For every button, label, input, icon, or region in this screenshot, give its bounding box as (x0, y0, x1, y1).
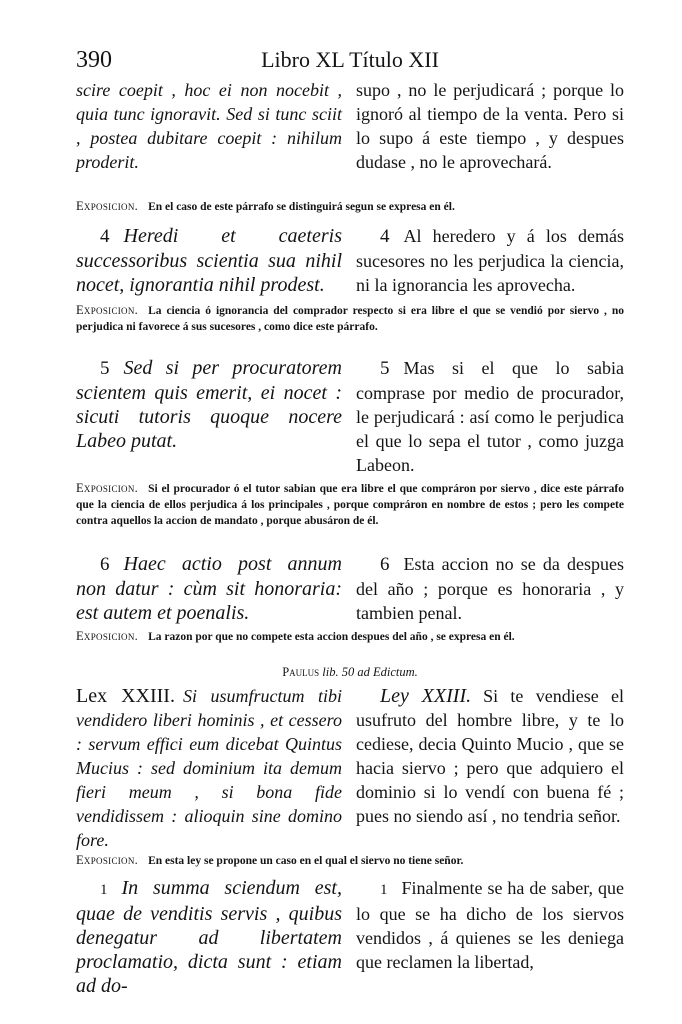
exposition (76, 302, 624, 335)
exposition (76, 198, 624, 215)
paragraph-number: 4 (380, 226, 390, 247)
latin-text: Haec actio post annum non datur : cùm sit honoraria: est autem et poenalis. (76, 553, 342, 624)
latin-text: scire coepit , hoc ei non nocebit , quia tunc ignoravit. Sed si tunc sciit , postea dubitare coepit : nihilum proderit. (76, 80, 342, 172)
latin-column (76, 78, 342, 174)
latin-column (76, 224, 342, 297)
exposition-label: Exposicion. (76, 629, 139, 643)
spanish-text: Al heredero y á los demás sucesores no les perjudica la ciencia, ni la ignorancia les aprovecha. (356, 226, 624, 295)
section-lex-23 (76, 684, 624, 852)
section-continuation (76, 78, 624, 174)
spanish-column (356, 224, 624, 297)
page-header (76, 44, 624, 76)
source-citation (76, 664, 624, 680)
exposition-text: La razon por que no compete esta accion despues del año , se expresa en él. (148, 631, 515, 643)
latin-text: Sed si per procuratorem scientem quis emerit, ei nocet : sicuti tutoris quoque nocere Labeo putat. (76, 357, 342, 452)
paragraph-number: 1 (100, 882, 108, 898)
latin-column (76, 684, 342, 852)
spanish-text: Si te vendiese el usufruto del hombre libre, y te lo cediese, decia Quinto Mucio , que se hacia siervo ; pero que adquiero el dominio si lo vendí con buena fé ; pues no siendo así , no tendria señor. (356, 686, 625, 826)
spanish-column (356, 876, 624, 998)
latin-column (76, 356, 342, 477)
paragraph-number: 5 (380, 358, 390, 379)
latin-text: Si usumfructum tibi vendidero liberi hominis , et cessero : servum effici eum dicebat Quintus Mucius : sed dominium ita demum fieri meum , si bona fide vendidissem : alioquin sine domino fore. (76, 686, 342, 850)
spanish-text: Finalmente se ha de saber, que lo que se ha dicho de los siervos vendidos , á quienes se les deniega que reclamen la libertad, (356, 878, 624, 972)
exposition-label: Exposicion. (76, 199, 139, 213)
exposition-text: Si el procurador ó el tutor sabian que era libre el que compráron por siervo , dice este párrafo que la ciencia de ellos perjudica á los principales , porque compráron en nombre de estos ; pero les compete contra aquellos la accion de mandato , porque abusáron de él. (76, 483, 624, 527)
exposition-text: En esta ley se propone un caso en el qual el siervo no tiene señor. (148, 855, 464, 867)
section-paragraph-5 (76, 356, 624, 477)
exposition-text: La ciencia ó ignorancia del comprador respecto si era libre el que se vendió por siervo , no perjudica ni favorece á sus sucesores , como dice este párrafo. (76, 305, 624, 333)
exposition (76, 628, 624, 645)
spanish-text: Esta accion no se da despues del año ; porque es honoraria , y tambien penal. (356, 554, 624, 623)
latin-column (76, 876, 342, 998)
exposition (76, 852, 624, 869)
latin-column (76, 552, 342, 625)
section-paragraph-6 (76, 552, 624, 625)
section-paragraph-4 (76, 224, 624, 297)
latin-text: Heredi et caeteris successoribus scientia sua nihil nocet, ignorantia nihil prodest. (76, 225, 342, 296)
exposition-label: Exposicion. (76, 853, 139, 867)
latin-text: In summa sciendum est, quae de venditis servis , quibus denegatur ad libertatem proclamatio, dicta sunt : etiam ad do- (76, 877, 342, 997)
paragraph-number: 5 (100, 358, 110, 379)
section-paragraph-1 (76, 876, 624, 998)
paragraph-number: 1 (380, 882, 388, 898)
exposition (76, 480, 624, 529)
paragraph-number: 6 (100, 554, 110, 575)
spanish-text: supo , no le perjudicará ; porque lo ignoró al tiempo de la venta. Pero si lo supo á este tiempo , y despues dudase , no le aprovechará. (356, 80, 624, 172)
spanish-column (356, 552, 624, 625)
page-number: 390 (76, 47, 112, 73)
running-title: Libro XL Título XII (261, 47, 439, 72)
spanish-column (356, 684, 624, 852)
exposition-label: Exposicion. (76, 481, 139, 495)
spanish-column (356, 78, 624, 174)
paragraph-number: 6 (380, 554, 390, 575)
lex-heading: Ley XXIII. (380, 685, 472, 707)
source-author: Paulus (282, 665, 320, 679)
exposition-text: En el caso de este párrafo se distinguirá segun se expresa en él. (148, 201, 455, 213)
spanish-column (356, 356, 624, 477)
exposition-label: Exposicion. (76, 303, 139, 317)
source-work: lib. 50 ad Edictum. (322, 665, 418, 679)
spanish-text: Mas si el que lo sabia comprase por medio de procurador, le perjudicará : así como le perjudica el que lo sepa el tutor , como juzga Labeon. (356, 358, 624, 475)
lex-heading: Lex XXIII. (76, 685, 175, 707)
paragraph-number: 4 (100, 226, 110, 247)
